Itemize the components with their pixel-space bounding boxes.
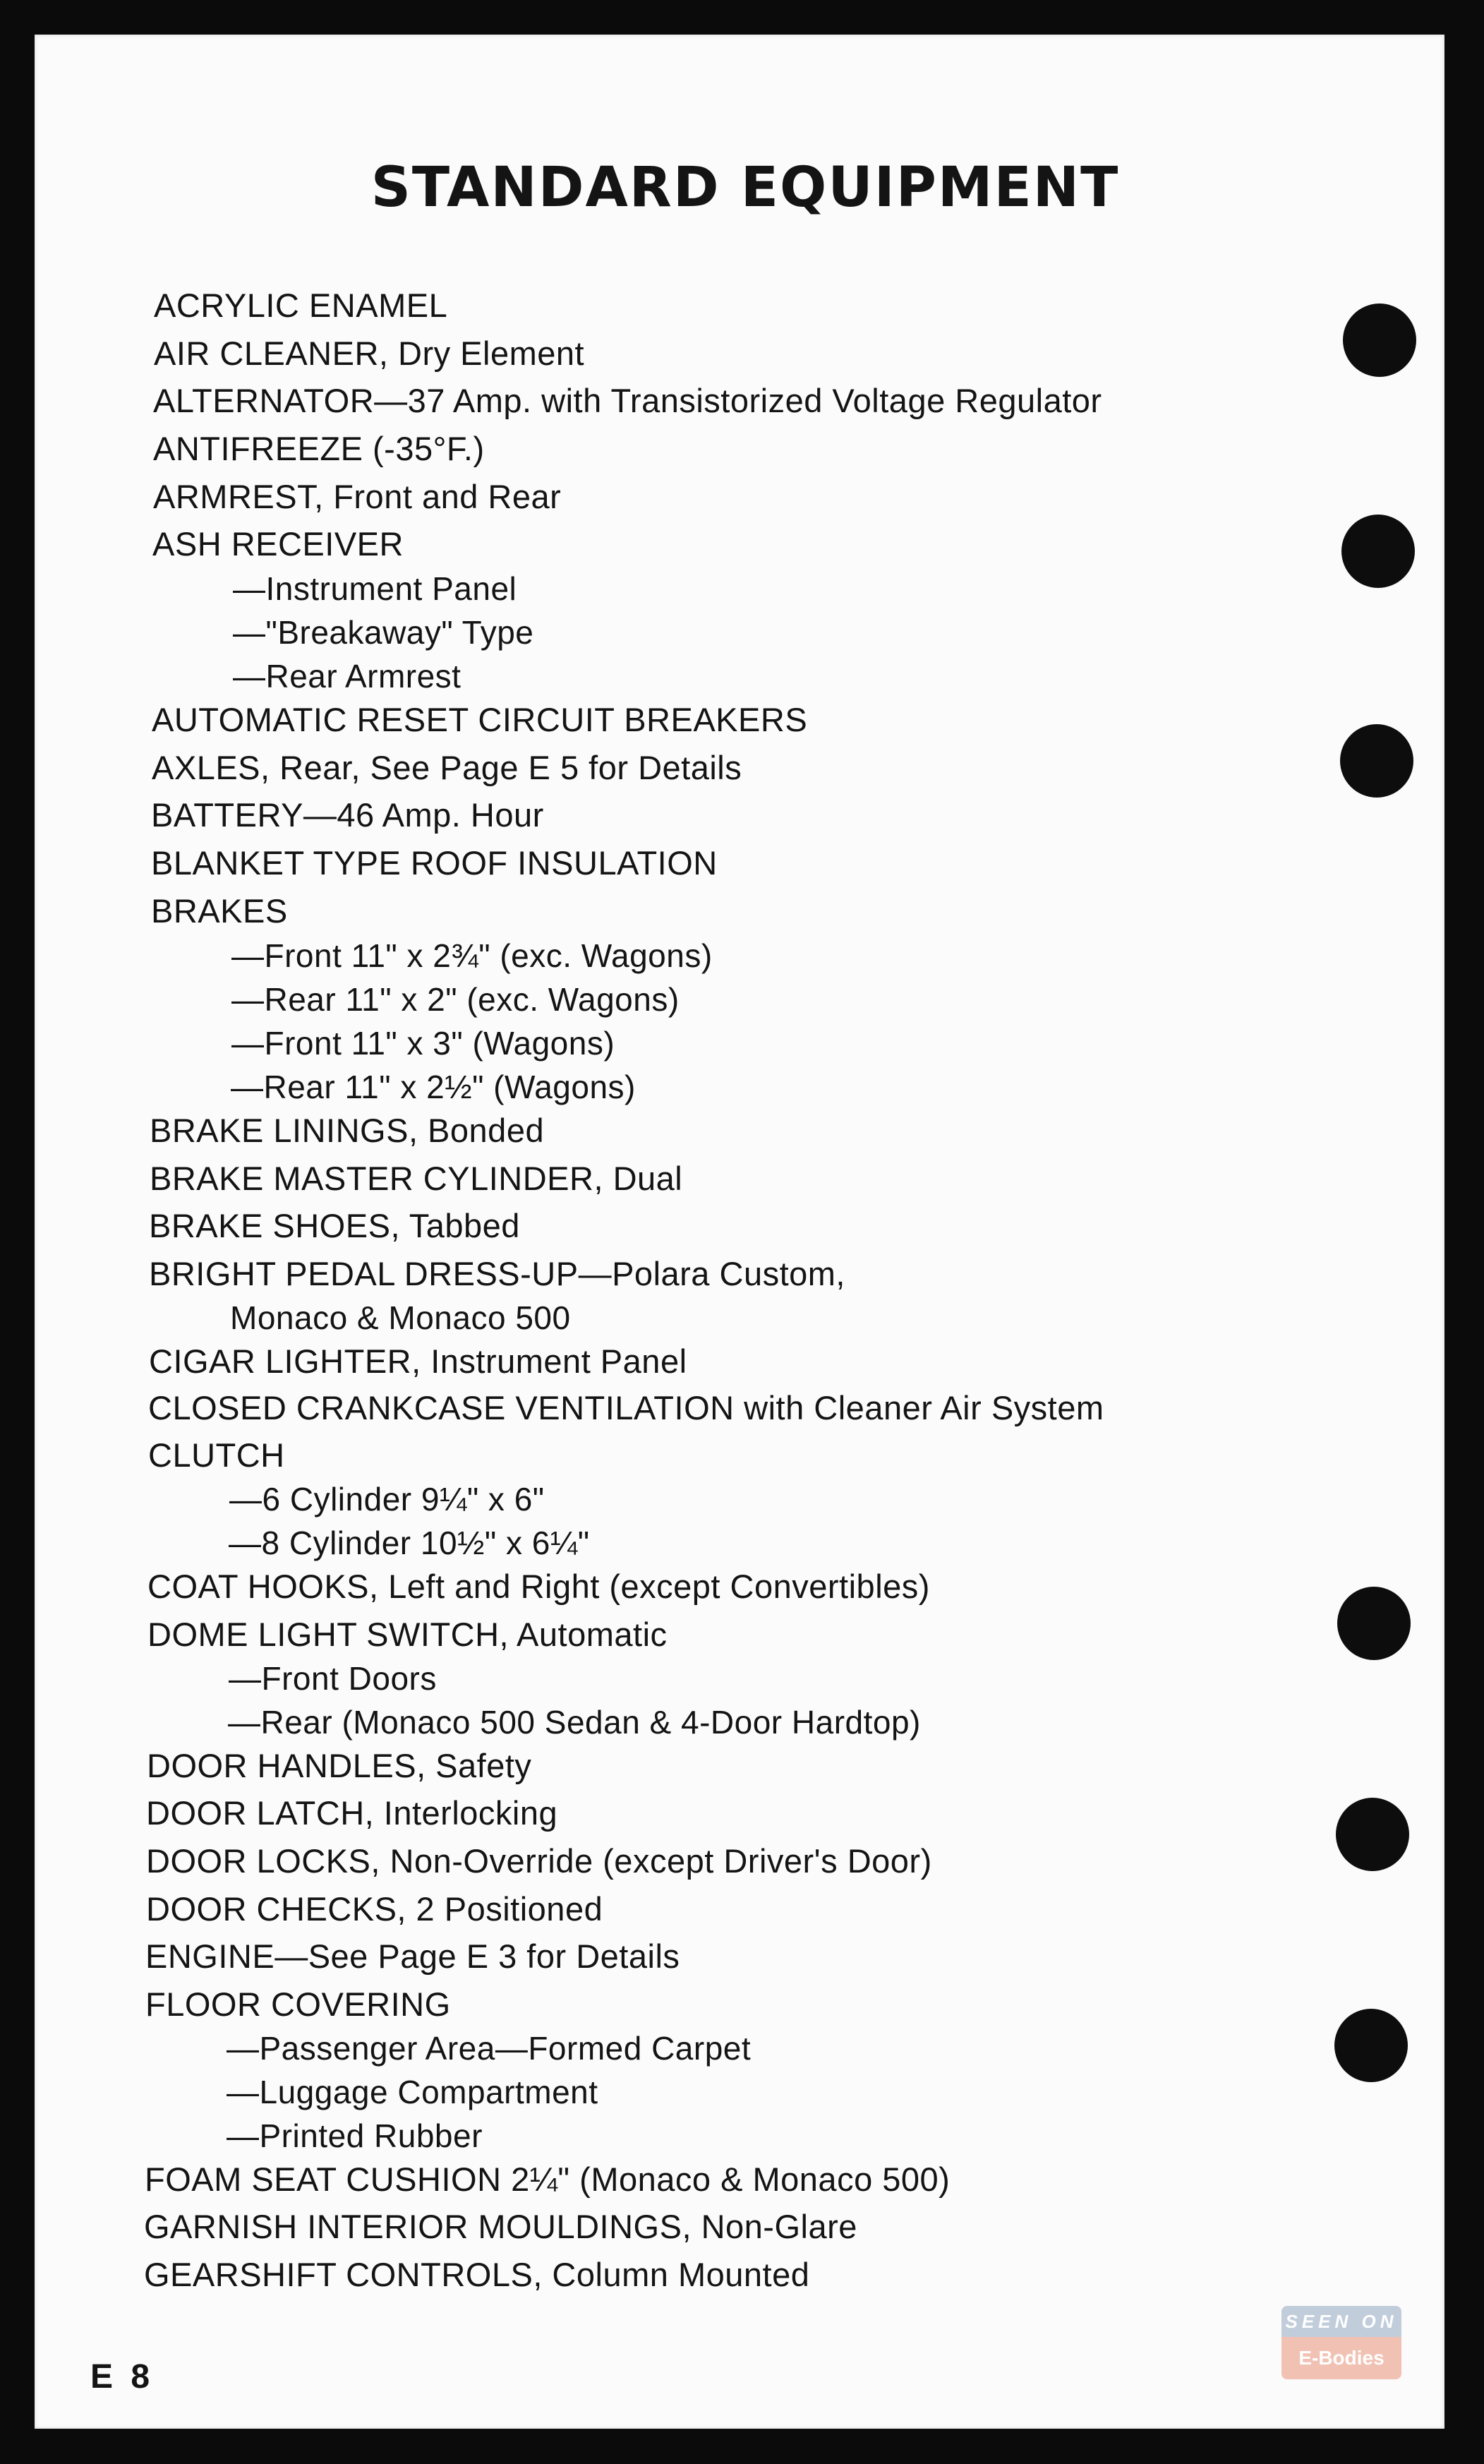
equipment-subitem: —Front Doors — [229, 1660, 437, 1697]
binder-hole-3 — [1340, 724, 1413, 798]
equipment-item: AXLES, Rear, See Page E 5 for Details — [152, 749, 742, 786]
equipment-item: DOOR LATCH, Interlocking — [146, 1794, 558, 1832]
equipment-item: BRAKES — [151, 892, 288, 930]
equipment-item: COAT HOOKS, Left and Right (except Convertibles) — [147, 1568, 930, 1605]
watermark-badge — [1281, 2306, 1401, 2379]
equipment-item: DOOR CHECKS, 2 Positioned — [146, 1890, 603, 1928]
equipment-subitem: —Instrument Panel — [233, 570, 517, 607]
equipment-item: DOOR HANDLES, Safety — [147, 1747, 532, 1784]
equipment-subitem: —Rear (Monaco 500 Sedan & 4-Door Hardtop) — [228, 1704, 921, 1741]
equipment-subitem: —"Breakaway" Type — [233, 614, 534, 651]
binder-hole-6 — [1334, 2009, 1408, 2082]
equipment-subitem: —6 Cylinder 9¼" x 6" — [229, 1481, 545, 1518]
equipment-item: CLUTCH — [148, 1436, 285, 1474]
equipment-item: ALTERNATOR—37 Amp. with Transistorized Voltage Regulator — [153, 382, 1102, 419]
equipment-item: GEARSHIFT CONTROLS, Column Mounted — [144, 2256, 810, 2293]
equipment-subitem: —Passenger Area—Formed Carpet — [227, 2030, 752, 2067]
equipment-subitem: —Front 11" x 2¾" (exc. Wagons) — [231, 937, 713, 974]
equipment-item: GARNISH INTERIOR MOULDINGS, Non-Glare — [144, 2208, 857, 2245]
equipment-item: AUTOMATIC RESET CIRCUIT BREAKERS — [152, 701, 808, 738]
equipment-item: CIGAR LIGHTER, Instrument Panel — [149, 1342, 687, 1380]
equipment-subitem: Monaco & Monaco 500 — [230, 1299, 571, 1336]
equipment-subitem: —Rear 11" x 2" (exc. Wagons) — [231, 981, 680, 1018]
equipment-item: CLOSED CRANKCASE VENTILATION with Cleaner Air System — [148, 1389, 1104, 1426]
equipment-item: BRIGHT PEDAL DRESS-UP—Polara Custom, — [149, 1255, 845, 1292]
equipment-item: BRAKE MASTER CYLINDER, Dual — [150, 1160, 683, 1197]
binder-hole-4 — [1337, 1587, 1411, 1660]
equipment-subitem: —Front 11" x 3" (Wagons) — [231, 1025, 615, 1062]
manual-page — [35, 35, 1444, 2429]
equipment-item: BATTERY—46 Amp. Hour — [151, 796, 544, 834]
equipment-subitem: —8 Cylinder 10½" x 6¼" — [229, 1525, 590, 1561]
equipment-item: DOME LIGHT SWITCH, Automatic — [147, 1616, 668, 1653]
binder-hole-5 — [1336, 1798, 1409, 1871]
equipment-item: FLOOR COVERING — [145, 1985, 451, 2023]
equipment-item: ARMREST, Front and Rear — [153, 478, 562, 515]
equipment-subitem: —Rear 11" x 2½" (Wagons) — [231, 1069, 636, 1105]
equipment-item: ACRYLIC ENAMEL — [154, 287, 448, 324]
watermark-top-text: SEEN ON — [1281, 2306, 1401, 2337]
equipment-item: ASH RECEIVER — [152, 525, 404, 563]
equipment-item: DOOR LOCKS, Non-Override (except Driver's Door) — [146, 1842, 932, 1880]
equipment-item: ENGINE—See Page E 3 for Details — [145, 1937, 680, 1975]
equipment-item: AIR CLEANER, Dry Element — [154, 335, 585, 372]
equipment-subitem: —Printed Rubber — [227, 2117, 483, 2154]
equipment-item: BLANKET TYPE ROOF INSULATION — [151, 844, 718, 882]
watermark-bottom-text: E-Bodies — [1281, 2337, 1401, 2379]
equipment-item: FOAM SEAT CUSHION 2¼" (Monaco & Monaco 500) — [145, 2160, 951, 2198]
equipment-subitem: —Luggage Compartment — [227, 2074, 598, 2110]
page-title: STANDARD EQUIPMENT — [370, 156, 1120, 220]
equipment-item: BRAKE SHOES, Tabbed — [149, 1207, 520, 1244]
binder-hole-1 — [1343, 304, 1416, 377]
equipment-subitem: —Rear Armrest — [233, 658, 462, 695]
binder-hole-2 — [1341, 515, 1415, 588]
page-number: E 8 — [90, 2358, 155, 2396]
equipment-item: BRAKE LININGS, Bonded — [150, 1112, 545, 1149]
equipment-list — [35, 35, 1444, 2429]
equipment-item: ANTIFREEZE (-35°F.) — [153, 430, 485, 467]
